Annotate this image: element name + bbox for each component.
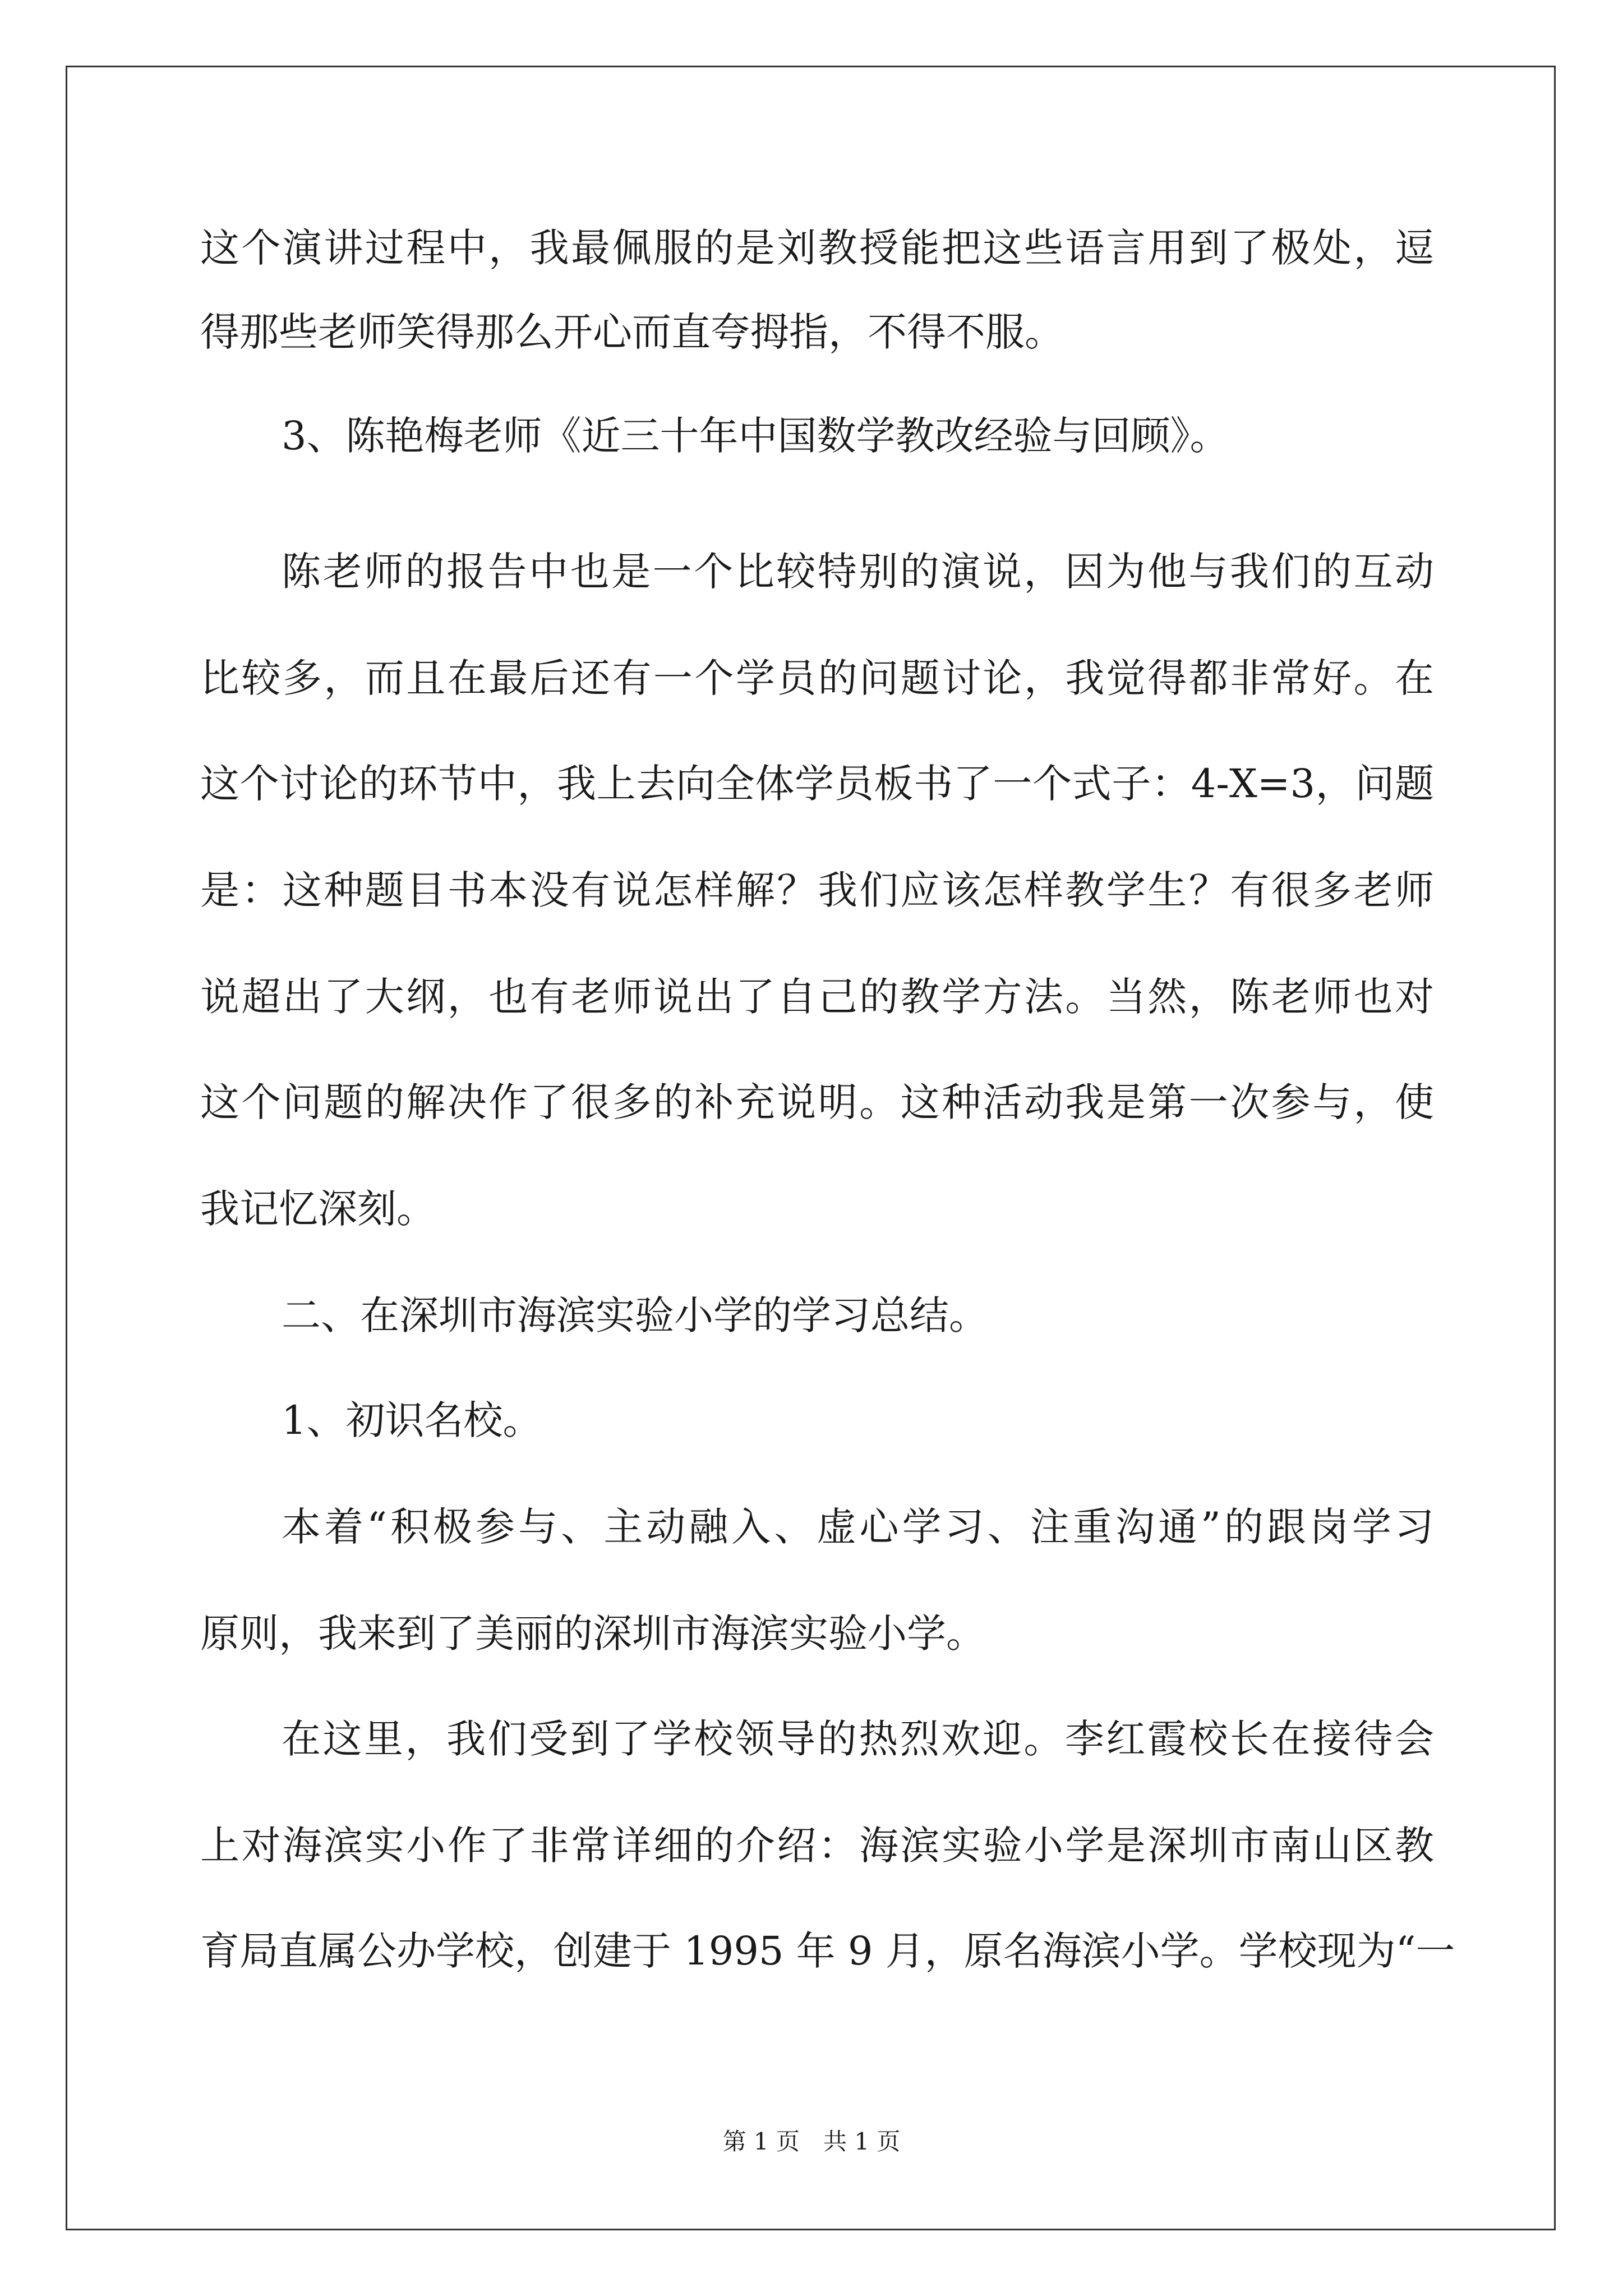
paragraph-line: 在这里，我们受到了学校领导的热烈欢迎。李红霞校长在接待会 <box>282 1716 1434 1762</box>
paragraph-line: 这个讨论的环节中，我上去向全体学员板书了一个式子：4-X=3，问题 <box>200 761 1434 807</box>
paragraph-line: 本着“积极参与、主动融入、虚心学习、注重沟通”的跟岗学习 <box>282 1504 1434 1550</box>
paragraph-line: 育局直属公办学校，创建于 1995 年 9 月，原名海滨小学。学校现为“一 <box>200 1928 1455 1974</box>
page-border <box>66 66 1556 2230</box>
paragraph-line: 原则，我来到了美丽的深圳市海滨实验小学。 <box>200 1611 985 1657</box>
section-heading: 3、陈艳梅老师《近三十年中国数学教改经验与回顾》。 <box>282 413 1229 459</box>
page-footer: 第 1 页 共 1 页 <box>722 2128 901 2155</box>
paragraph-line: 得那些老师笑得那么开心而直夸拇指，不得不服。 <box>200 309 1064 355</box>
paragraph-line: 我记忆深刻。 <box>200 1186 436 1232</box>
section-heading: 二、在深圳市海滨实验小学的学习总结。 <box>282 1292 988 1338</box>
paragraph-line: 陈老师的报告中也是一个比较特别的演说，因为他与我们的互动 <box>282 549 1434 595</box>
subsection-heading: 1、初识名校。 <box>282 1397 542 1443</box>
paragraph-line: 比较多，而且在最后还有一个学员的问题讨论，我觉得都非常好。在 <box>200 655 1434 701</box>
paragraph-line: 是：这种题目书本没有说怎样解？我们应该怎样教学生？有很多老师 <box>200 867 1434 913</box>
paragraph-line: 说超出了大纲，也有老师说出了自己的教学方法。当然，陈老师也对 <box>200 974 1434 1020</box>
paragraph-line: 这个问题的解决作了很多的补充说明。这种活动我是第一次参与，使 <box>200 1079 1434 1125</box>
paragraph-line: 上对海滨实小作了非常详细的介绍：海滨实验小学是深圳市南山区教 <box>200 1823 1434 1869</box>
paragraph-line: 这个演讲过程中，我最佩服的是刘教授能把这些语言用到了极处，逗 <box>200 225 1434 271</box>
